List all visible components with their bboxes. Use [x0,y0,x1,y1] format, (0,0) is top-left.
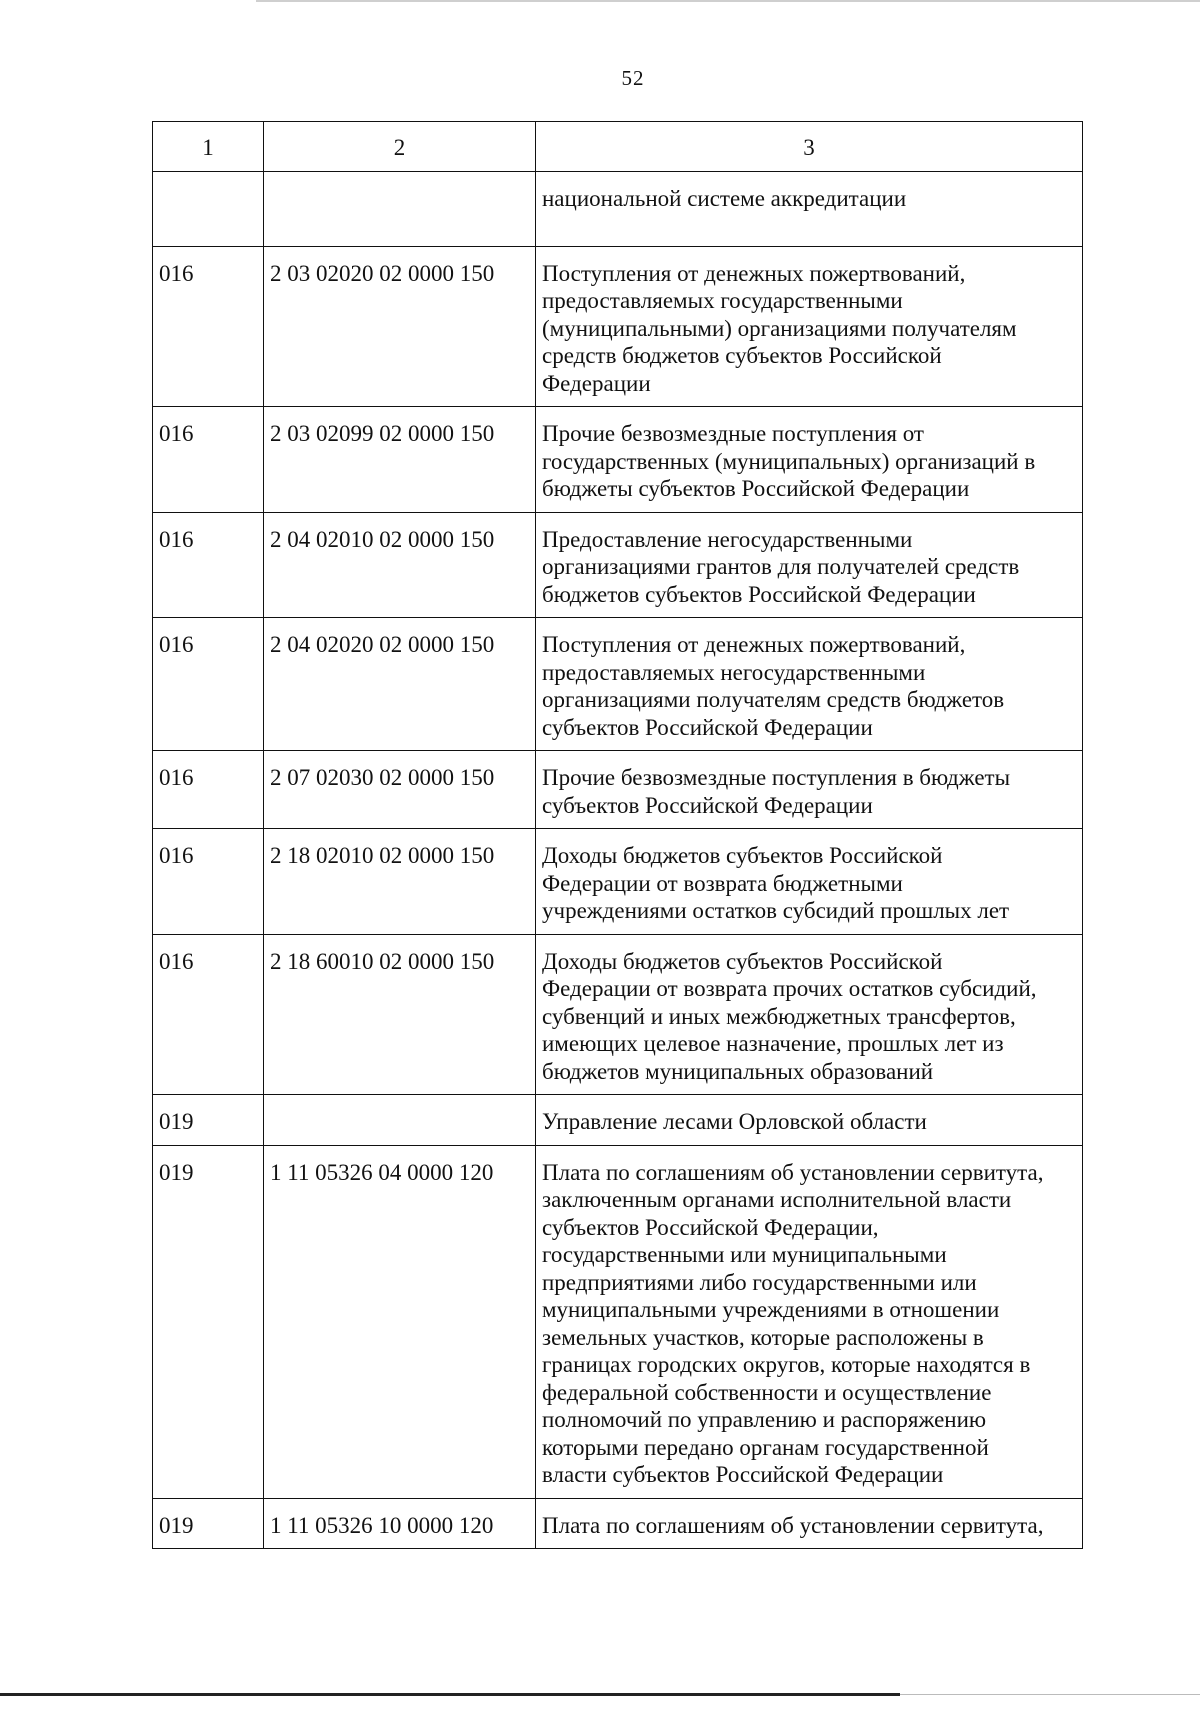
top-edge-rule [256,0,1200,2]
revenue-code-cell: 2 04 02010 02 0000 150 [264,512,536,618]
header-col-2: 2 [264,122,536,172]
header-col-1: 1 [153,122,264,172]
admin-code-cell: 019 [153,1498,264,1549]
admin-code-cell: 016 [153,512,264,618]
admin-code-cell: 019 [153,1145,264,1498]
admin-code-cell: 016 [153,407,264,513]
admin-code-cell: 016 [153,829,264,935]
table-row [153,246,1083,407]
table-row [153,829,1083,935]
revenue-codes-table [152,121,1083,1549]
admin-code-cell: 016 [153,751,264,829]
revenue-code-cell: 2 03 02099 02 0000 150 [264,407,536,513]
revenue-name-cell: Плата по соглашениям об установлении сервитута, [536,1498,1083,1549]
revenue-name-cell: национальной системе аккредитации [536,171,1083,246]
admin-code-cell: 016 [153,246,264,407]
revenue-code-cell: 1 11 05326 04 0000 120 [264,1145,536,1498]
revenue-code-cell: 2 18 60010 02 0000 150 [264,934,536,1095]
table-row [153,407,1083,513]
bottom-edge-rule [900,1694,1200,1695]
revenue-code-cell: 2 03 02020 02 0000 150 [264,246,536,407]
table-row [153,1095,1083,1146]
revenue-name-cell: Управление лесами Орловской области [536,1095,1083,1146]
admin-code-cell: 019 [153,1095,264,1146]
table-row [153,1145,1083,1498]
table-row [153,1498,1083,1549]
table-row [153,512,1083,618]
table-row [153,618,1083,751]
revenue-name-cell: Поступления от денежных пожертвований, предоставляемых негосударственными организациями получателям средств бюджетов субъектов Российской Федерации [536,618,1083,751]
admin-code-cell: 016 [153,618,264,751]
revenue-code-cell: 1 11 05326 10 0000 120 [264,1498,536,1549]
table-row [153,934,1083,1095]
revenue-name-cell: Плата по соглашениям об установлении сервитута, заключенным органами исполнительной власти субъектов Российской Федерации, государственными или муниципальными предприятиями либо государственными или муниципальными учреждениями в отношении земельных участков, которые расположены в границах городских округов, которые находятся в федеральной собственности и осуществление полномочий по управлению и распоряжению которыми передано органам государственной власти субъектов Российской Федерации [536,1145,1083,1498]
revenue-code-cell: 2 07 02030 02 0000 150 [264,751,536,829]
revenue-name-cell: Прочие безвозмездные поступления от государственных (муниципальных) организаций в бюджеты субъектов Российской Федерации [536,407,1083,513]
page-number: 52 [621,66,645,90]
bottom-edge-bar [0,1693,900,1696]
revenue-code-cell [264,171,536,246]
header-col-3: 3 [536,122,1083,172]
table-header-row [153,122,1083,172]
revenue-name-cell: Доходы бюджетов субъектов Российской Федерации от возврата бюджетными учреждениями остатков субсидий прошлых лет [536,829,1083,935]
revenue-code-cell: 2 04 02020 02 0000 150 [264,618,536,751]
revenue-name-cell: Прочие безвозмездные поступления в бюджеты субъектов Российской Федерации [536,751,1083,829]
admin-code-cell [153,171,264,246]
revenue-code-cell [264,1095,536,1146]
admin-code-cell: 016 [153,934,264,1095]
revenue-name-cell: Предоставление негосударственными организациями грантов для получателей средств бюджетов субъектов Российской Федерации [536,512,1083,618]
revenue-name-cell: Поступления от денежных пожертвований, предоставляемых государственными (муниципальными) организациями получателям средств бюджетов субъектов Российской Федерации [536,246,1083,407]
revenue-name-cell: Доходы бюджетов субъектов Российской Федерации от возврата прочих остатков субсидий, субвенций и иных межбюджетных трансфертов, имеющих целевое назначение, прошлых лет из бюджетов муниципальных образований [536,934,1083,1095]
revenue-code-cell: 2 18 02010 02 0000 150 [264,829,536,935]
table-row [153,171,1083,246]
table-row [153,751,1083,829]
